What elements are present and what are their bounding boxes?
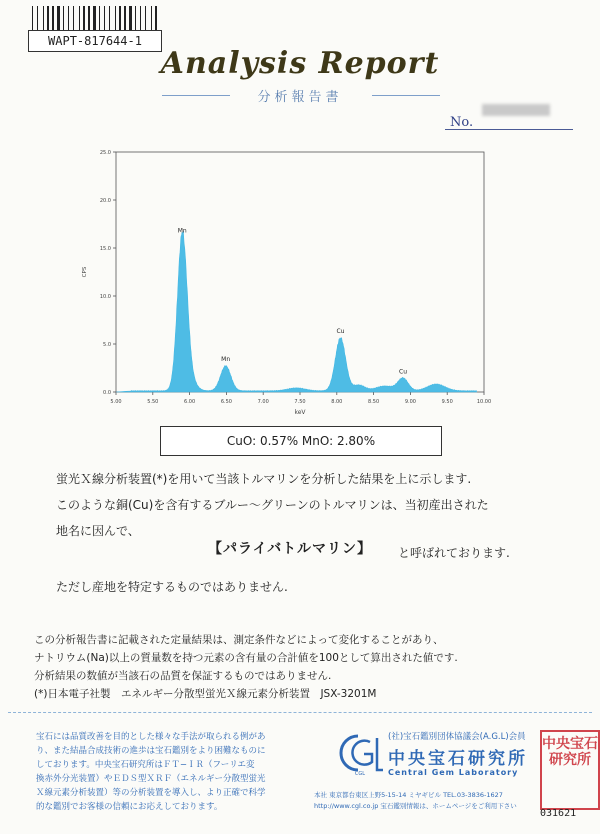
peak-label: Cu [399, 368, 408, 376]
report-code: WAPT-817644-1 [28, 30, 162, 52]
y-tick-label: 15.0 [99, 246, 111, 252]
red-seal-stamp [540, 730, 600, 810]
report-subtitle: 分析報告書 [257, 90, 343, 105]
body-line-1: 蛍光Ｘ線分析装置(*)を用いて当該トルマリンを分析した結果を上に示します. [56, 472, 472, 486]
x-axis-label: keV [294, 409, 306, 416]
result-box [160, 426, 442, 456]
lab-name-english: Central Gem Laboratory [388, 768, 519, 777]
body-line-3: 地名に因んで、 [56, 524, 140, 538]
y-axis-label: CPS [82, 266, 88, 278]
report-title: Analysis Report [160, 46, 440, 81]
gem-name-highlight: 【パライバトルマリン】 [208, 541, 373, 557]
y-tick-label: 25.0 [99, 150, 111, 156]
spectrum-series [116, 231, 477, 392]
y-tick-label: 0.0 [103, 390, 111, 396]
disclaimer-line-5: Ｘ線元素分析装置）等の分析装置を導入し、より正確で科学 [36, 788, 266, 798]
x-tick-label: 9.50 [441, 399, 453, 405]
y-tick-label: 10.0 [99, 294, 111, 300]
plot-frame [116, 152, 484, 392]
note-line-1: この分析報告書に記載された定量結果は、測定条件などによって変化することがあり、 [34, 634, 444, 646]
y-tick-label: 20.0 [99, 198, 111, 204]
x-tick-label: 6.00 [184, 399, 196, 405]
x-tick-label: 5.50 [147, 399, 159, 405]
x-tick-label: 7.00 [257, 399, 269, 405]
y-tick-label: 5.0 [103, 342, 111, 348]
number-label: No. [450, 115, 474, 130]
serial-number: 031621 [540, 808, 577, 819]
lab-address: 本社 東京都台東区上野5-15-14 ミヤギビル TEL.03-3836-1627 [314, 791, 503, 799]
disclaimer-line-4: 換赤外分光装置）やＥＤＳ型ＸＲＦ（エネルギー分散型蛍光 [36, 774, 266, 784]
lab-website: http://www.cgl.co.jp 宝石鑑別情報は、ホームページをご利用下さい [314, 802, 517, 810]
x-tick-label: 5.00 [110, 399, 122, 405]
agl-membership: (社)宝石鑑別団体協議会(A.G.L)会員 [388, 732, 526, 742]
peak-label: Mn [177, 227, 187, 235]
lab-name: 中央宝石研究所 [388, 749, 528, 769]
peak-label: Cu [336, 328, 345, 336]
result-text: CuO: 0.57% MnO: 2.80% [226, 434, 376, 448]
x-tick-label: 8.00 [331, 399, 343, 405]
disclaimer-line-1: 宝石には品質改善を目的とした様々な手法が取られる例があ [36, 732, 266, 742]
footer-divider [8, 712, 592, 713]
x-tick-label: 7.50 [294, 399, 306, 405]
x-tick-label: 6.50 [220, 399, 232, 405]
disclaimer-line-6: 的な鑑別でお客様の信頼にお応えしております。 [36, 802, 223, 812]
peak-label: Mn [221, 356, 231, 364]
disclaimer-line-3: しております。中央宝石研究所はＦＴ−ＩＲ（フーリエ変 [36, 760, 255, 770]
seal-text: 中央宝石研究所 [542, 736, 598, 768]
note-line-2: ナトリウム(Na)以上の質量数を持つ元素の含有量の合計値を100として算出された値です. [34, 652, 458, 664]
x-tick-label: 8.50 [368, 399, 380, 405]
cgl-logo-icon [336, 730, 384, 776]
body-line-2: このような銅(Cu)を含有するブルー〜グリーンのトルマリンは、当初産出された [56, 498, 489, 512]
body-line-4: ただし産地を特定するものではありません. [56, 580, 288, 594]
logo-text: CGL [354, 771, 366, 776]
body-line-3-end: と呼ばれております. [398, 546, 510, 560]
x-tick-label: 9.00 [404, 399, 416, 405]
x-tick-label: 10.00 [476, 399, 492, 405]
note-line-3: 分析結果の数値が当該石の品質を保証するものではありません. [34, 670, 332, 682]
disclaimer-line-2: り、また結晶合成技術の進歩は宝石鑑別をより困難なものに [36, 746, 266, 756]
note-line-4: (*)日本電子社製 エネルギー分散型蛍光Ｘ線元素分析装置 JSX-3201M [34, 688, 377, 700]
